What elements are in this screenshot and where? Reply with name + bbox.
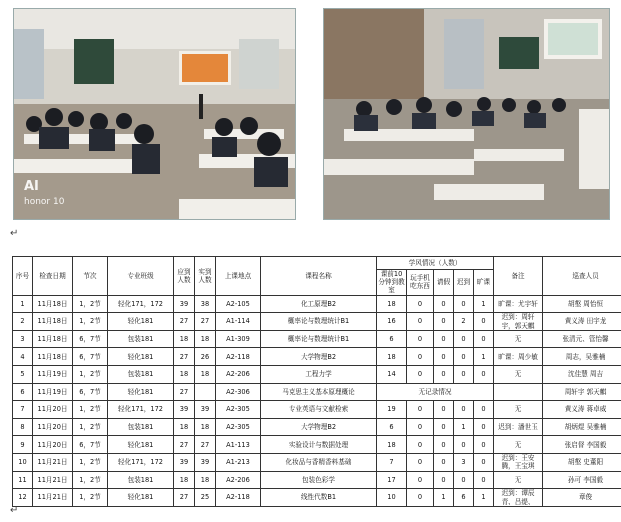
cell-early: 6 — [377, 418, 407, 436]
cell-date: 11月20日 — [33, 436, 73, 454]
cell-seq: 2 — [13, 313, 33, 331]
cell-leave: 0 — [434, 401, 454, 419]
header-leave: 请假 — [434, 270, 454, 296]
cell-inspectors: 黄义涛 蒋卓威 — [543, 401, 621, 419]
cell-note: 迟到：周轩宇，郭天麒 — [494, 313, 543, 331]
cell-early: 19 — [377, 401, 407, 419]
paragraph-mark: ↵ — [10, 228, 19, 239]
cell-phone: 0 — [407, 295, 434, 313]
cell-phone: 0 — [407, 401, 434, 419]
header-class: 专业班级 — [108, 257, 174, 296]
cell-class: 包装181 — [108, 366, 174, 384]
cell-note: 迟到：潘世玉 — [494, 418, 543, 436]
cell-location: A1-309 — [216, 330, 261, 348]
cell-note: 旷课：周少敏 — [494, 348, 543, 366]
cell-class: 轻化181 — [108, 383, 174, 401]
cell-class: 轻化171，172 — [108, 401, 174, 419]
cell-should: 39 — [174, 295, 195, 313]
cell-should: 39 — [174, 401, 195, 419]
cell-date: 11月21日 — [33, 489, 73, 507]
cell-late: 1 — [454, 418, 474, 436]
cell-inspectors: 张清元、管怡馨 — [543, 330, 621, 348]
cell-note: 无 — [494, 471, 543, 489]
cell-seq: 7 — [13, 401, 33, 419]
header-date: 检查日期 — [33, 257, 73, 296]
cell-course: 化妆品与香精香料基础 — [261, 454, 377, 472]
cell-inspectors: 张启督 李国毅 — [543, 436, 621, 454]
cell-should: 27 — [174, 348, 195, 366]
cell-should: 39 — [174, 454, 195, 472]
cell-late: 6 — [454, 489, 474, 507]
cell-inspectors: 胡炳煜 吴雅楠 — [543, 418, 621, 436]
header-early-arrival: 课前10分钟到教室 — [378, 270, 405, 295]
cell-absent: 0 — [474, 436, 494, 454]
cell-class: 包装181 — [108, 471, 174, 489]
paragraph-mark: ↵ — [10, 505, 19, 516]
cell-period: 6，7节 — [73, 330, 108, 348]
cell-seq: 11 — [13, 471, 33, 489]
cell-actual: 18 — [195, 471, 216, 489]
cell-class: 轻化181 — [108, 489, 174, 507]
header-actual-attend: 实到人数 — [195, 257, 216, 296]
cell-actual: 38 — [195, 295, 216, 313]
table-row — [13, 330, 621, 348]
header-late: 迟到 — [454, 270, 474, 296]
cell-phone: 0 — [407, 313, 434, 331]
cell-leave: 1 — [434, 489, 454, 507]
cell-note: 无 — [494, 436, 543, 454]
cell-late: 0 — [454, 471, 474, 489]
cell-note: 无 — [494, 366, 543, 384]
header-absent: 旷课 — [474, 270, 494, 296]
cell-seq: 10 — [13, 454, 33, 472]
table-row — [13, 418, 621, 436]
cell-date: 11月21日 — [33, 454, 73, 472]
cell-course: 包装色彩学 — [261, 471, 377, 489]
cell-actual: 18 — [195, 366, 216, 384]
cell-phone: 0 — [407, 366, 434, 384]
cell-location: A1-113 — [216, 436, 261, 454]
cell-actual: 27 — [195, 436, 216, 454]
cell-location: A1-114 — [216, 313, 261, 331]
classroom-photo-left — [13, 8, 296, 220]
header-location: 上课地点 — [216, 257, 261, 296]
cell-date: 11月18日 — [33, 313, 73, 331]
cell-should: 27 — [174, 489, 195, 507]
cell-date: 11月20日 — [33, 418, 73, 436]
cell-period: 1，2节 — [73, 489, 108, 507]
cell-should: 27 — [174, 436, 195, 454]
cell-seq: 9 — [13, 436, 33, 454]
cell-date: 11月19日 — [33, 383, 73, 401]
table-row — [13, 401, 621, 419]
watermark-model: honor 10 — [24, 197, 65, 207]
cell-leave: 0 — [434, 330, 454, 348]
cell-note — [494, 383, 543, 401]
cell-period: 1，2节 — [73, 401, 108, 419]
cell-location: A2-118 — [216, 348, 261, 366]
cell-inspectors: 胡壑 周怡恒 — [543, 295, 621, 313]
cell-period: 1，2节 — [73, 418, 108, 436]
cell-leave: 0 — [434, 418, 454, 436]
cell-period: 1，2节 — [73, 366, 108, 384]
cell-inspectors: 黄义涛 田宇龙 — [543, 313, 621, 331]
cell-late: 0 — [454, 366, 474, 384]
cell-class: 轻化171，172 — [108, 295, 174, 313]
cell-seq: 4 — [13, 348, 33, 366]
table-row — [13, 348, 621, 366]
table-row — [13, 313, 621, 331]
cell-seq: 12 — [13, 489, 33, 507]
cell-actual: 18 — [195, 418, 216, 436]
cell-phone: 0 — [407, 436, 434, 454]
cell-class: 轻化181 — [108, 436, 174, 454]
cell-inspectors: 章俊 — [543, 489, 621, 507]
cell-note: 旷课：尤宇轩 — [494, 295, 543, 313]
cell-absent: 0 — [474, 366, 494, 384]
cell-early: 10 — [377, 489, 407, 507]
cell-course: 专业英语与文献检索 — [261, 401, 377, 419]
cell-early: 18 — [377, 436, 407, 454]
cell-period: 6，7节 — [73, 436, 108, 454]
cell-date: 11月18日 — [33, 348, 73, 366]
cell-location: A2-306 — [216, 383, 261, 401]
cell-leave: 0 — [434, 348, 454, 366]
cell-class: 轻化171，172 — [108, 454, 174, 472]
cell-early: 18 — [377, 348, 407, 366]
cell-date: 11月19日 — [33, 366, 73, 384]
cell-class: 轻化181 — [108, 313, 174, 331]
cell-leave: 0 — [434, 454, 454, 472]
cell-leave: 0 — [434, 366, 454, 384]
classroom-photo-right — [323, 8, 610, 220]
cell-should: 27 — [174, 313, 195, 331]
cell-actual: 27 — [195, 313, 216, 331]
cell-course: 概率论与数理统计B1 — [261, 313, 377, 331]
cell-date: 11月18日 — [33, 330, 73, 348]
cell-course: 马克思主义基本原理概论 — [261, 383, 377, 401]
cell-early: 6 — [377, 330, 407, 348]
cell-location: A2-118 — [216, 489, 261, 507]
table-row — [13, 383, 621, 401]
cell-inspectors: 胡壑 史董阳 — [543, 454, 621, 472]
header-note: 备注 — [494, 257, 543, 296]
cell-period: 1，2节 — [73, 313, 108, 331]
cell-absent: 1 — [474, 295, 494, 313]
cell-inspectors: 周志，吴雅楠 — [543, 348, 621, 366]
table-row — [13, 436, 621, 454]
cell-late: 2 — [454, 313, 474, 331]
cell-seq: 3 — [13, 330, 33, 348]
classroom-scene-right — [324, 9, 609, 219]
cell-leave: 0 — [434, 295, 454, 313]
cell-period: 1，2节 — [73, 295, 108, 313]
cell-seq: 8 — [13, 418, 33, 436]
cell-late: 0 — [454, 295, 474, 313]
cell-actual — [195, 383, 216, 401]
cell-period: 1，2节 — [73, 454, 108, 472]
cell-location: A1-213 — [216, 454, 261, 472]
cell-inspectors: 周轩宇 郭天麒 — [543, 383, 621, 401]
cell-actual: 39 — [195, 454, 216, 472]
cell-absent: 0 — [474, 330, 494, 348]
cell-course: 大学物理B2 — [261, 418, 377, 436]
cell-location: A2-206 — [216, 471, 261, 489]
cell-phone: 0 — [407, 348, 434, 366]
cell-phone: 0 — [407, 418, 434, 436]
cell-should: 18 — [174, 330, 195, 348]
cell-note: 无 — [494, 401, 543, 419]
cell-course: 线性代数B1 — [261, 489, 377, 507]
cell-should: 18 — [174, 471, 195, 489]
cell-location: A2-206 — [216, 366, 261, 384]
cell-actual: 18 — [195, 330, 216, 348]
cell-actual: 39 — [195, 401, 216, 419]
cell-late: 0 — [454, 401, 474, 419]
cell-absent: 0 — [474, 454, 494, 472]
cell-absent: 0 — [474, 313, 494, 331]
cell-late: 0 — [454, 348, 474, 366]
cell-early: 18 — [377, 295, 407, 313]
cell-no-record: 无记录情况 — [377, 383, 494, 401]
header-study-group: 学风情况（人数） — [377, 257, 494, 270]
cell-class: 包装181 — [108, 418, 174, 436]
cell-course: 概率论与数理统计B1 — [261, 330, 377, 348]
cell-course: 实验设计与数据处理 — [261, 436, 377, 454]
table-row — [13, 489, 621, 507]
cell-absent: 1 — [474, 489, 494, 507]
cell-seq: 1 — [13, 295, 33, 313]
header-should-attend: 应到人数 — [174, 257, 195, 296]
cell-early: 14 — [377, 366, 407, 384]
cell-leave: 0 — [434, 471, 454, 489]
cell-course: 化工原理B2 — [261, 295, 377, 313]
cell-seq: 5 — [13, 366, 33, 384]
cell-note: 迟到：谭辰青、吕缇、 — [494, 489, 543, 507]
cell-inspectors: 沈佳慧 周吉 — [543, 366, 621, 384]
cell-late: 0 — [454, 330, 474, 348]
cell-absent: 0 — [474, 418, 494, 436]
table-row — [13, 471, 621, 489]
table-row — [13, 295, 621, 313]
cell-date: 11月18日 — [33, 295, 73, 313]
cell-early: 16 — [377, 313, 407, 331]
cell-early: 7 — [377, 454, 407, 472]
cell-location: A2-305 — [216, 401, 261, 419]
cell-inspectors: 孙可 李国毅 — [543, 471, 621, 489]
cell-late: 3 — [454, 454, 474, 472]
header-phone-eating: 玩手机吃东西 — [407, 270, 434, 296]
cell-should: 18 — [174, 366, 195, 384]
cell-absent: 0 — [474, 401, 494, 419]
watermark-logo: AI — [24, 179, 39, 194]
cell-course: 工程力学 — [261, 366, 377, 384]
cell-phone: 0 — [407, 471, 434, 489]
cell-class: 轻化181 — [108, 348, 174, 366]
attendance-inspection-table — [12, 256, 621, 507]
cell-should: 18 — [174, 418, 195, 436]
header-seq: 序号 — [13, 257, 33, 296]
cell-late: 0 — [454, 436, 474, 454]
cell-period: 1，2节 — [73, 471, 108, 489]
cell-period: 6，7节 — [73, 383, 108, 401]
cell-date: 11月21日 — [33, 471, 73, 489]
cell-absent: 0 — [474, 471, 494, 489]
cell-period: 6，7节 — [73, 348, 108, 366]
table-row — [13, 454, 621, 472]
cell-early: 17 — [377, 471, 407, 489]
cell-location: A2-305 — [216, 418, 261, 436]
cell-actual: 25 — [195, 489, 216, 507]
cell-class: 包装181 — [108, 330, 174, 348]
cell-phone: 0 — [407, 454, 434, 472]
header-period: 节次 — [73, 257, 108, 296]
cell-note: 迟到：王安腾，王宝琪 — [494, 454, 543, 472]
cell-actual: 26 — [195, 348, 216, 366]
cell-leave: 0 — [434, 436, 454, 454]
cell-absent: 1 — [474, 348, 494, 366]
cell-note: 无 — [494, 330, 543, 348]
cell-should: 27 — [174, 383, 195, 401]
cell-course: 大学物理B2 — [261, 348, 377, 366]
cell-date: 11月20日 — [33, 401, 73, 419]
header-inspectors: 巡查人员 — [543, 257, 621, 296]
cell-seq: 6 — [13, 383, 33, 401]
cell-location: A2-105 — [216, 295, 261, 313]
cell-phone: 0 — [407, 489, 434, 507]
camera-watermark — [24, 179, 64, 207]
header-course: 课程名称 — [261, 257, 377, 296]
cell-phone: 0 — [407, 330, 434, 348]
table-row — [13, 366, 621, 384]
cell-leave: 0 — [434, 313, 454, 331]
